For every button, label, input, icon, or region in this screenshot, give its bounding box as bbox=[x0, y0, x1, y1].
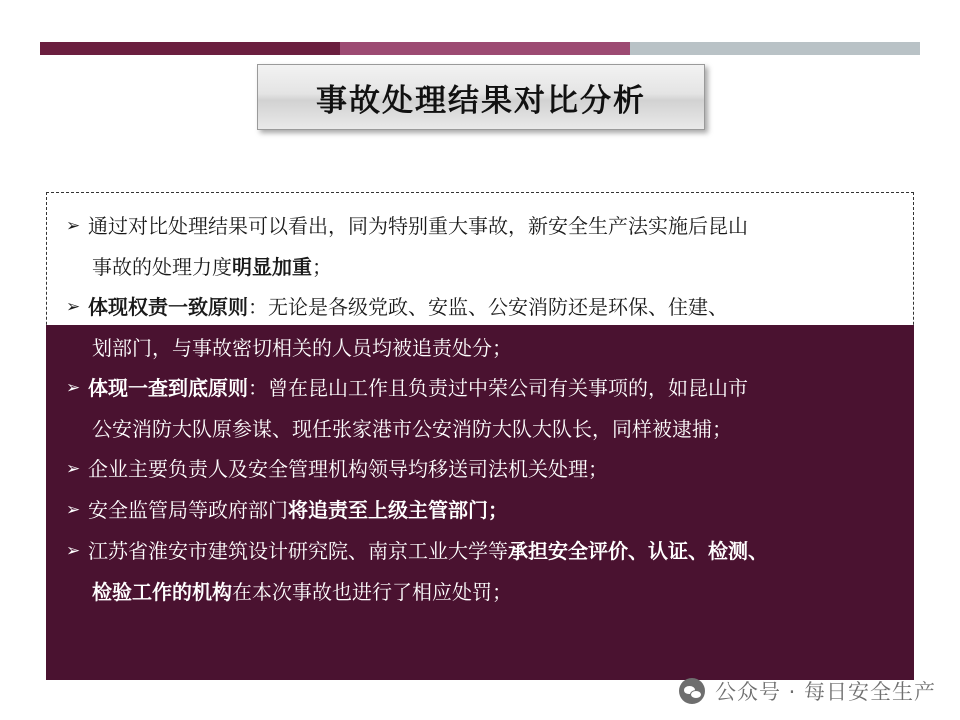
text-run: 体现一查到底原则 bbox=[88, 376, 248, 400]
topbar-segment-dark bbox=[40, 42, 340, 55]
text-run: 划部门，与事故密切相关的人员均被追责处分； bbox=[92, 336, 512, 360]
bullet-line bbox=[62, 531, 898, 571]
bullet-item bbox=[62, 531, 898, 612]
bullet-item bbox=[62, 449, 898, 489]
bullet-item bbox=[62, 368, 898, 449]
text-run: 企业主要负责人及安全管理机构领导均移送司法机关处理； bbox=[88, 457, 608, 481]
bullet-item bbox=[62, 328, 898, 368]
watermark bbox=[679, 676, 936, 706]
bullet-line bbox=[62, 206, 898, 246]
text-run: ； bbox=[312, 255, 332, 279]
bullet-marker-icon: ➢ bbox=[66, 541, 81, 561]
text-run: ：无论是各级党政、安监、公安消防还是环保、住建、 bbox=[248, 295, 728, 319]
bullet-line bbox=[62, 490, 898, 530]
text-run: 安全监管局等政府部门 bbox=[88, 498, 288, 522]
bullet-item bbox=[62, 287, 898, 327]
bullet-item bbox=[62, 490, 898, 530]
text-run: 将追责至上级主管部门； bbox=[288, 498, 508, 522]
bullet-continuation-line bbox=[62, 328, 898, 368]
wechat-icon bbox=[679, 678, 705, 704]
text-run: ：曾在昆山工作且负责过中荣公司有关事项的，如昆山市 bbox=[248, 376, 748, 400]
top-decorative-bar bbox=[40, 42, 920, 55]
topbar-segment-mid bbox=[340, 42, 630, 55]
bullet-text bbox=[88, 368, 898, 408]
topbar-segment-light bbox=[630, 42, 920, 55]
page-title: 事故处理结果对比分析 bbox=[316, 82, 646, 119]
text-run: 体现权责一致原则 bbox=[88, 295, 248, 319]
text-run: 承担安全评价、认证、检测、 bbox=[508, 539, 768, 563]
text-run: 明显加重 bbox=[232, 255, 312, 279]
bullet-item bbox=[62, 206, 898, 287]
bullet-marker-icon: ➢ bbox=[66, 500, 81, 520]
bullet-marker-icon: ➢ bbox=[66, 378, 81, 398]
bullet-text bbox=[88, 449, 898, 489]
watermark-label: 公众号 · 每日安全生产 bbox=[714, 680, 936, 704]
bullet-marker-icon: ➢ bbox=[66, 216, 81, 236]
bullet-continuation-line bbox=[62, 572, 898, 612]
bullet-text bbox=[88, 206, 898, 246]
text-run: 通过对比处理结果可以看出，同为特别重大事故，新安全生产法实施后昆山 bbox=[88, 214, 748, 238]
text-run: 事故的处理力度 bbox=[92, 255, 232, 279]
bullet-marker-icon: ➢ bbox=[66, 297, 81, 317]
bullet-line bbox=[62, 368, 898, 408]
bullet-line bbox=[62, 287, 898, 327]
bullet-list bbox=[46, 192, 914, 652]
text-run: 公安消防大队原参谋、现任张家港市公安消防大队大队长，同样被逮捕； bbox=[92, 417, 732, 441]
bullet-marker-icon: ➢ bbox=[66, 459, 81, 479]
bullet-continuation-line bbox=[62, 247, 898, 287]
bullet-text bbox=[88, 531, 898, 571]
bullet-text bbox=[88, 490, 898, 530]
text-run: 检验工作的机构 bbox=[92, 580, 232, 604]
slide-title-plaque bbox=[257, 64, 705, 130]
text-run: 江苏省淮安市建筑设计研究院、南京工业大学等 bbox=[88, 539, 508, 563]
bullet-continuation-line bbox=[62, 409, 898, 449]
bullet-line bbox=[62, 449, 898, 489]
bullet-text bbox=[88, 287, 898, 327]
text-run: 在本次事故也进行了相应处罚； bbox=[232, 580, 512, 604]
